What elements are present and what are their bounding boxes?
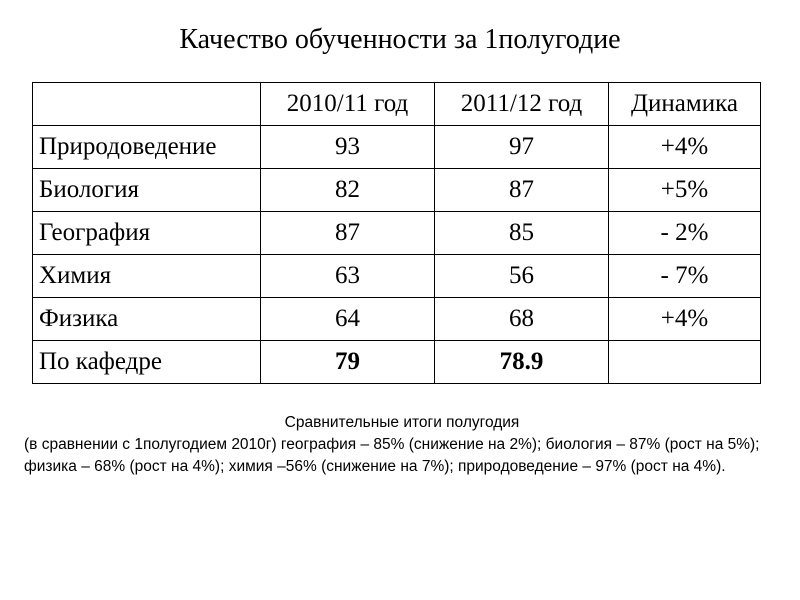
value-cell-2011: 87 bbox=[435, 169, 609, 212]
table-row bbox=[33, 255, 761, 298]
table-row-total bbox=[33, 341, 761, 384]
table-row bbox=[33, 169, 761, 212]
value-cell-2011: 97 bbox=[435, 126, 609, 169]
table-row bbox=[33, 126, 761, 169]
value-cell-2011: 85 bbox=[435, 212, 609, 255]
header-cell-year-2011: 2011/12 год bbox=[435, 83, 609, 126]
dynamics-cell: - 2% bbox=[609, 212, 761, 255]
slide-title: Качество обученности за 1полугодие bbox=[179, 24, 621, 55]
dynamics-cell: +4% bbox=[609, 298, 761, 341]
value-cell-2010: 64 bbox=[261, 298, 435, 341]
value-cell-2010: 93 bbox=[261, 126, 435, 169]
header-cell-dynamics: Динамика bbox=[609, 83, 761, 126]
dynamics-cell: +5% bbox=[609, 169, 761, 212]
summary-heading: Сравнительные итоги полугодия bbox=[284, 414, 520, 431]
subject-cell: География bbox=[33, 212, 261, 255]
table-row bbox=[33, 298, 761, 341]
value-cell-2010: 87 bbox=[261, 212, 435, 255]
value-cell-2010: 63 bbox=[261, 255, 435, 298]
subject-cell: Физика bbox=[33, 298, 261, 341]
value-cell-2011: 68 bbox=[435, 298, 609, 341]
table-header-row bbox=[33, 83, 761, 126]
dynamics-cell: - 7% bbox=[609, 255, 761, 298]
value-cell-2011: 78.9 bbox=[435, 341, 609, 384]
header-cell-subject bbox=[33, 83, 261, 126]
summary-text: (в сравнении с 1полугодием 2010г) география – 85% (снижение на 2%); биология – 87% (рост на 5%); физика – 68% (рост на 4%); химия –56% (снижение на 7%); природоведение – 97% (рост на 4%). bbox=[24, 436, 760, 475]
subject-cell: Химия bbox=[33, 255, 261, 298]
table-row bbox=[33, 212, 761, 255]
summary-block bbox=[24, 412, 780, 478]
header-cell-year-2010: 2010/11 год bbox=[261, 83, 435, 126]
value-cell-2011: 56 bbox=[435, 255, 609, 298]
subject-cell: Биология bbox=[33, 169, 261, 212]
dynamics-cell bbox=[609, 341, 761, 384]
value-cell-2010: 79 bbox=[261, 341, 435, 384]
subject-cell: По кафедре bbox=[33, 341, 261, 384]
grades-table bbox=[32, 82, 761, 384]
dynamics-cell: +4% bbox=[609, 126, 761, 169]
subject-cell: Природоведение bbox=[33, 126, 261, 169]
value-cell-2010: 82 bbox=[261, 169, 435, 212]
